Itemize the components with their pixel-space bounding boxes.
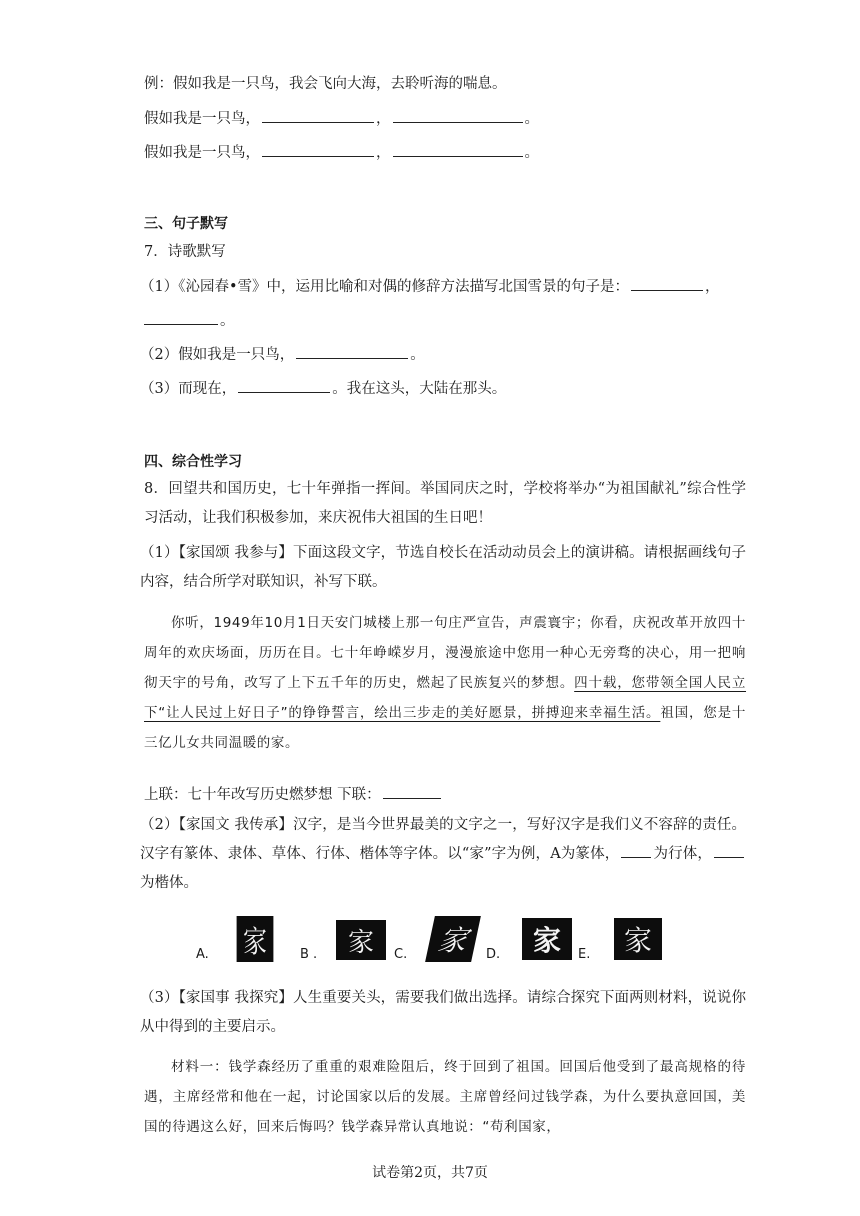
question-7-1-cont [144,310,235,331]
answer-blank[interactable] [262,142,374,157]
option-letter: A. [196,947,209,962]
answer-blank[interactable] [383,784,441,799]
question-8-1: （1）【家国颂 我参与】下面这段文字，节选自校长在活动动员会上的演讲稿。请根据画线句子内容，结合所学对联知识，补写下联。 [140,545,746,590]
answer-blank[interactable] [262,108,374,123]
answer-blank[interactable] [238,378,330,393]
option-letter: C. [394,947,408,962]
imitation-line-2 [144,142,539,163]
example-sentence: 例：假如我是一只鸟，我会飞向大海，去聆听海的喘息。 [144,76,507,92]
question-7: 7．诗歌默写 [144,244,226,260]
option-e[interactable] [578,914,678,964]
line-prefix: 假如我是一只鸟， [144,145,260,161]
question-text: 。我在这头，大陆在那头。 [332,381,507,397]
option-a[interactable] [196,914,296,964]
period: 。 [524,145,539,161]
option-letter: B . [300,947,318,962]
question-text: （3）而现在， [140,381,237,397]
section-heading-3: 三、句子默写 [144,216,228,232]
question-7-1 [140,276,720,297]
question-7-3 [140,378,506,399]
comma: ， [376,145,391,161]
answer-blank[interactable] [714,843,744,858]
question-text: （2）【家国文 我传承】汉字，是当今世界最美的文字之一，写好汉字是我们义不容辞的责任。汉字有篆体、隶体、草体、行体、楷体等字体。以“家”字为例，A为篆体， [140,817,746,862]
clerical-script-glyph: 家 [336,920,386,960]
answer-blank[interactable] [393,142,523,157]
option-letter: D. [486,947,501,962]
couplet-text: 上联：七十年改写历史燃梦想 下联： [144,787,381,803]
imitation-line-1 [144,108,539,129]
font-style-options [196,914,666,964]
answer-blank[interactable] [631,276,703,291]
speech-text: 你听，1949年10月1日天安门城楼上那一句庄严宣告，声震寰宇；你看，庆祝改革开放四十周年的欢庆场面，历历在目。七十年峥嵘岁月，漫漫旅途中您用一种心无旁骛的决心，用一把响彻天宇的号角，改写了上下五千年的历史，燃起了民族复兴的梦想。 [144,615,746,691]
period: 。 [524,111,539,127]
page-footer: 试卷第2页，共7页 [372,1165,488,1181]
answer-blank[interactable] [393,108,523,123]
question-text: 为行体， [653,846,713,862]
option-c[interactable] [394,914,494,964]
option-b[interactable] [300,914,400,964]
section-heading-4: 四、综合性学习 [144,454,242,470]
question-7-2 [140,344,425,365]
answer-blank[interactable] [621,843,651,858]
speech-text: 祖国，您是十三亿儿女共同温暖的家。 [144,705,746,751]
line-prefix: 假如我是一只鸟， [144,111,260,127]
seal-script-glyph: 家 [237,916,274,962]
couplet-line [144,784,443,805]
option-letter: E. [578,947,591,962]
regular-script-glyph: 家 [614,918,662,960]
comma: ， [705,279,720,295]
question-text: （1）《沁园春•雪》中，运用比喻和对偶的修辞方法描写北国雪景的句子是： [140,279,630,295]
running-script-glyph: 家 [522,918,572,960]
question-8-2 [140,811,746,898]
answer-blank[interactable] [296,344,408,359]
period: 。 [220,313,235,329]
question-8-3: （3）【家国事 我探究】人生重要关头，需要我们做出选择。请综合探究下面两则材料，说说你从中得到的主要启示。 [140,990,746,1035]
option-d[interactable] [486,914,586,964]
question-text: 为楷体。 [140,875,198,891]
cursive-script-glyph: 家 [425,916,481,962]
underlined-sentence: 四十载，您带领全国人民立下“让人民过上好日子”的铮铮誓言，绘出三步走的美好愿景，拼搏迎来幸福生活。 [144,675,747,721]
question-text: （2）假如我是一只鸟， [140,347,295,363]
question-8-intro: 8．回望共和国历史，七十年弹指一挥间。举国同庆之时，学校将举办“为祖国献礼”综合性学习活动，让我们积极参加，来庆祝伟大祖国的生日吧！ [144,481,746,526]
material-1 [144,1052,746,1142]
answer-blank[interactable] [144,310,218,325]
period: 。 [410,347,425,363]
comma: ， [376,111,391,127]
speech-excerpt [144,608,746,758]
material-1-text: 材料一：钱学森经历了重重的艰难险阻后，终于回到了祖国。回国后他受到了最高规格的待遇，主席经常和他在一起，讨论国家以后的发展。主席曾经问过钱学森，为什么要执意回国，美国的待遇这么好，回来后悔吗？钱学森异常认真地说：“苟利国家， [144,1059,746,1135]
